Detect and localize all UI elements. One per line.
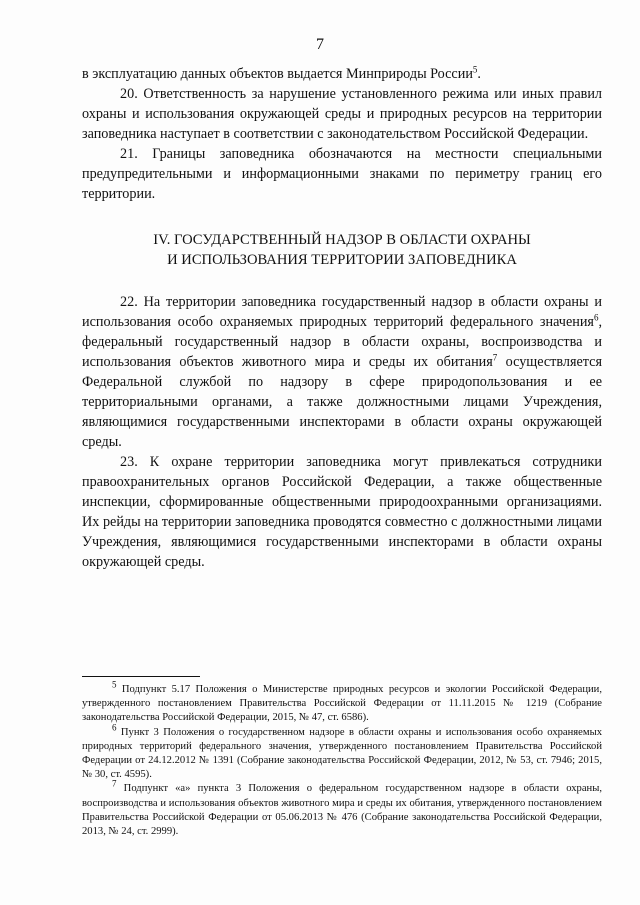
paragraph-22	[82, 292, 602, 452]
paragraph-22-part-3: осуществляется Федеральной службой по надзору в сфере природопользования и ее территориальными органами, а также должностными лицами Учреждения, являющимися государственными инспекторами в области охраны окружающей среды.	[82, 354, 602, 450]
paragraph-20: 20. Ответственность за нарушение установленного режима или иных правил охраны и использования окружающей среды и природных ресурсов на территории заповедника наступает в соответствии с законодательством Российской Федерации.	[82, 86, 602, 142]
paragraph-21: 21. Границы заповедника обозначаются на местности специальными предупредительными и информационными знаками по периметру границ его территории.	[82, 146, 602, 202]
footnote-mark: 6	[112, 722, 117, 733]
footnote-6	[82, 722, 602, 783]
footnote-text: Подпункт 5.17 Положения о Министерстве природных ресурсов и экологии Российской Федерации, утвержденного постановлением Правительства Российской Федерации от 11.11.2015 № 1219 (Собрание законодательства Российской Федерации, 2015, № 47, ст. 6586).	[82, 684, 602, 724]
footnote-ref-5[interactable]: 5	[472, 64, 478, 75]
paragraph-text: в эксплуатацию данных объектов выдается Минприроды России	[82, 66, 473, 82]
footnote-mark: 5	[112, 679, 117, 690]
paragraph-continuation	[82, 64, 602, 84]
footnote-separator	[82, 676, 200, 677]
footnote-text: Пункт 3 Положения о государственном надзоре в области охраны и использования особо охраняемых природных территорий федерального значения, утвержденного постановлением Правительства Российской Федерации от 24.12.2012 № 1391 (Собрание законодательства Российской Федерации, 2012, № 53, ст. 7946; 2015, № 30, ст. 4595).	[82, 726, 602, 781]
footnote-mark: 7	[112, 778, 117, 789]
footnote-ref-6[interactable]: 6	[593, 312, 599, 323]
section-heading-line-2: И ИСПОЛЬЗОВАНИЯ ТЕРРИТОРИИ ЗАПОВЕДНИКА	[167, 252, 517, 268]
section-heading	[82, 230, 602, 270]
footnote-ref-7[interactable]: 7	[492, 352, 498, 363]
main-text	[82, 64, 602, 572]
footnotes	[82, 679, 602, 839]
page-number: 7	[316, 36, 324, 53]
paragraph-22-part-2: , федеральный государственный надзор в области охраны, воспроизводства и использования объектов животного мира и среды их обитания	[82, 314, 602, 370]
paragraph-23: 23. К охране территории заповедника могут привлекаться сотрудники правоохранительных органов Российской Федерации, а также общественные инспекции, сформированные общественными природоохранными организациями. Их рейды на территории заповедника проводятся совместно с должностными лицами Учреждения, являющимися государственными инспекторами в области охраны окружающей среды.	[82, 454, 602, 570]
paragraph-tail: .	[477, 66, 481, 82]
section-heading-line-1: IV. ГОСУДАРСТВЕННЫЙ НАДЗОР В ОБЛАСТИ ОХРАНЫ	[153, 232, 531, 248]
footnote-7	[82, 778, 602, 839]
footnote-5	[82, 679, 602, 726]
paragraph-22-part-1: 22. На территории заповедника государственный надзор в области охраны и использования особо охраняемых природных территорий федерального значения	[82, 294, 602, 330]
footnote-text: Подпункт «а» пункта 3 Положения о федеральном государственном надзоре в области охраны, воспроизводства и использования объектов животного мира и среды их обитания, утвержденного постановлением Правительства Российской Федерации от 05.06.2013 № 476 (Собрание законодательства Российской Федерации, 2013, № 24, ст. 2999).	[82, 783, 602, 838]
